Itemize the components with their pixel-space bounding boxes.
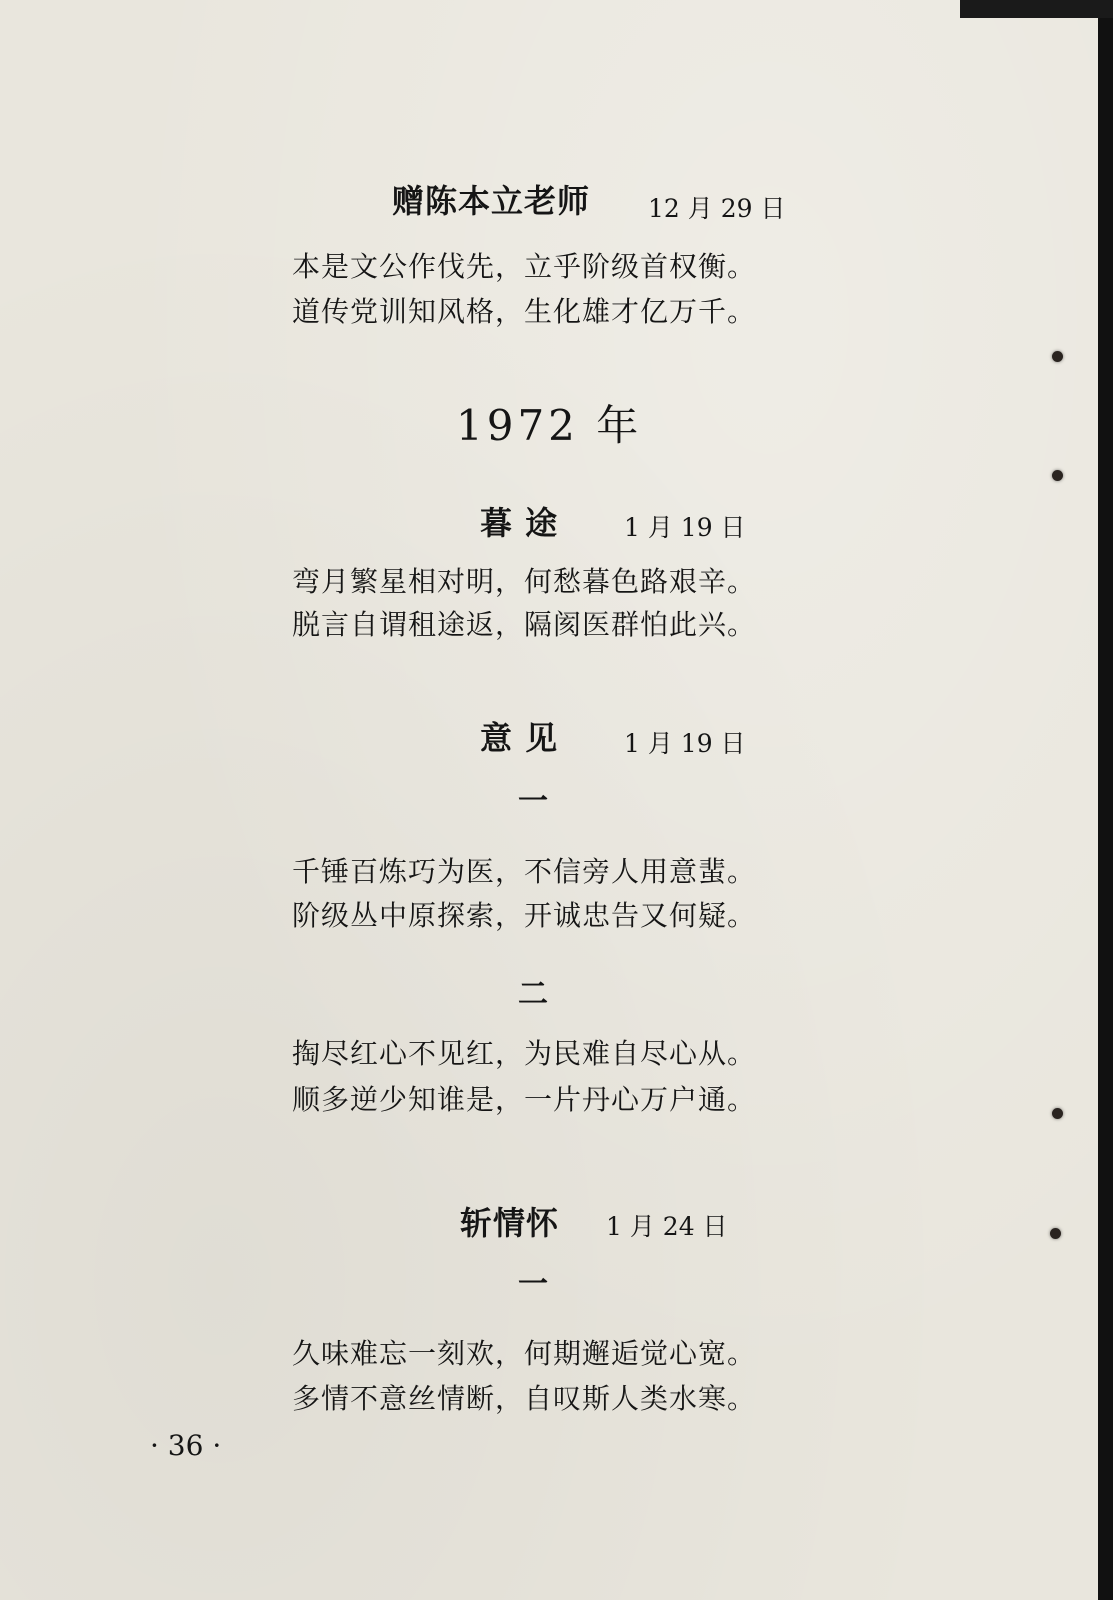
binding-hole <box>1050 1228 1061 1239</box>
poem-line: 道传党训知风格，生化雄才亿万千。 <box>292 295 757 328</box>
poem-title: 暮 途 <box>480 504 559 542</box>
poem-line: 脱言自谓租途返，隔阂医群怕此兴。 <box>292 608 757 641</box>
poem-title: 斩情怀 <box>460 1204 560 1242</box>
poem-date: 1 月 19 日 <box>624 513 746 542</box>
poem-line: 多情不意丝情断，自叹斯人类水寒。 <box>292 1382 757 1415</box>
section-numeral: 一 <box>518 1267 548 1302</box>
year-heading: 1972 年 <box>456 401 643 450</box>
poem-line: 千锤百炼巧为医，不信旁人用意蜚。 <box>292 855 757 888</box>
poem-line: 掏尽红心不见红，为民难自尽心从。 <box>292 1037 757 1070</box>
binding-hole <box>1052 351 1063 362</box>
poem-title: 赠陈本立老师 <box>392 182 591 220</box>
poem-date: 1 月 19 日 <box>624 729 746 758</box>
poem-date: 1 月 24 日 <box>606 1212 728 1241</box>
page-number: · 36 · <box>150 1429 222 1462</box>
binding-hole <box>1052 1108 1063 1119</box>
scan-edge <box>960 0 1113 18</box>
poem-line: 弯月繁星相对明，何愁暮色路艰辛。 <box>292 565 757 598</box>
poem-line: 顺多逆少知谁是，一片丹心万户通。 <box>292 1083 757 1116</box>
section-numeral: 一 <box>518 784 548 819</box>
scan-edge <box>1098 0 1113 1600</box>
poem-line: 阶级丛中原探索，开诚忠告又何疑。 <box>292 899 757 932</box>
poem-date: 12 月 29 日 <box>648 194 786 223</box>
poem-line: 本是文公作伐先，立乎阶级首权衡。 <box>292 250 757 283</box>
poem-title: 意 见 <box>480 719 559 757</box>
binding-hole <box>1052 470 1063 481</box>
section-numeral: 二 <box>518 977 548 1012</box>
poem-line: 久味难忘一刻欢，何期邂逅觉心宽。 <box>292 1337 757 1370</box>
